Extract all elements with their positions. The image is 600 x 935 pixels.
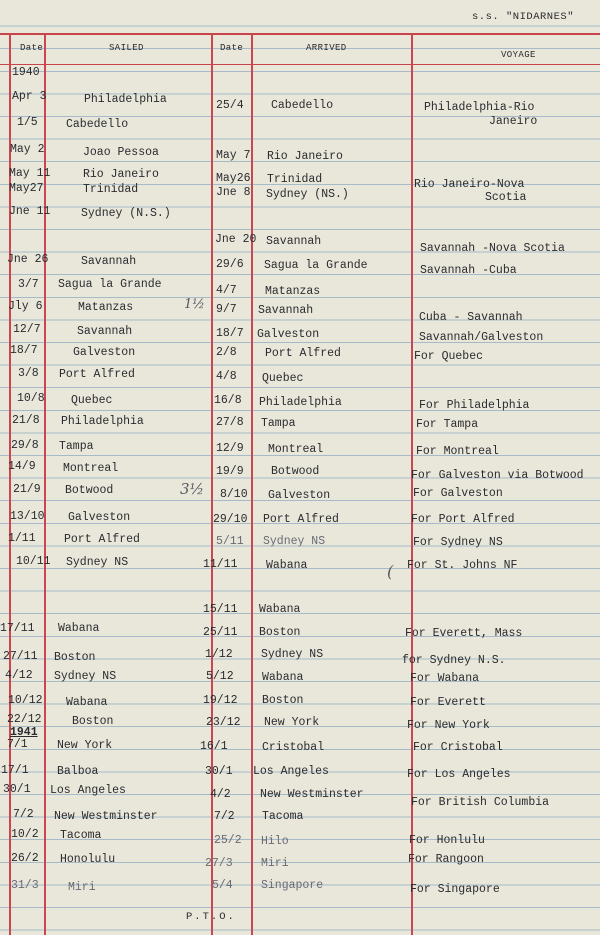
arrived-date: 16/1 — [200, 740, 228, 753]
arrived-port: New Westminster — [260, 788, 364, 801]
voyage-entry: For Wabana — [410, 672, 480, 685]
arrived-date: May 7 — [216, 149, 251, 162]
voyage-entry: For Los Angeles — [407, 768, 511, 781]
sailed-date: 27/11 — [3, 650, 38, 663]
sailed-date: 22/12 — [7, 713, 42, 726]
sailed-date: Jne 11 — [9, 205, 51, 218]
voyage-entry: For Quebec — [414, 350, 484, 363]
sailed-date: 14/9 — [8, 460, 36, 473]
arrived-date: 27/3 — [205, 857, 233, 870]
sailed-port: Sydney NS — [54, 670, 117, 683]
arrived-port: Sydney NS — [261, 648, 324, 661]
arrived-date: 27/8 — [216, 416, 244, 429]
sailed-port: Matanzas — [78, 301, 134, 314]
arrived-port: Tampa — [261, 417, 296, 430]
arrived-date: 19/12 — [203, 694, 238, 707]
sailed-port: Boston — [72, 715, 114, 728]
sailed-port: Joao Pessoa — [83, 146, 159, 159]
arrived-port: Montreal — [268, 443, 324, 456]
arrived-port: Cabedello — [271, 99, 334, 112]
voyage-entry: Cuba - Savannah — [419, 311, 523, 324]
arrived-port: Los Angeles — [253, 765, 329, 778]
arrived-port: Sydney (NS.) — [266, 188, 349, 201]
sailed-date: 17/1 — [1, 764, 29, 777]
voyage-entry: For Port Alfred — [411, 513, 515, 526]
voyage-entry: For Everett, Mass — [405, 627, 523, 640]
sailed-date: 26/2 — [11, 852, 39, 865]
sailed-port: Honolulu — [60, 853, 116, 866]
sailed-date: Jly 6 — [8, 300, 43, 313]
arrived-port: Wabana — [259, 603, 301, 616]
year-label: 1940 — [12, 66, 40, 79]
arrived-date: 25/4 — [216, 99, 244, 112]
sailed-port: Sydney (N.S.) — [81, 207, 171, 220]
sailed-date: 13/10 — [10, 510, 45, 523]
sailed-date: 10/8 — [17, 392, 45, 405]
sailed-port: Trinidad — [83, 183, 139, 196]
voyage-entry: For Montreal — [416, 445, 499, 458]
sailed-date: 17/11 — [0, 622, 35, 635]
pencil-annotation: 1½ — [184, 297, 205, 312]
sailed-port: Tacoma — [60, 829, 102, 842]
footer-pto: P.T.O. — [186, 911, 236, 923]
header-date-sailed: Date — [20, 43, 44, 53]
voyage-entry: For Singapore — [410, 883, 500, 896]
arrived-port: Boston — [262, 694, 304, 707]
arrived-date: 18/7 — [216, 327, 244, 340]
header-arrived: ARRIVED — [306, 43, 347, 53]
sailed-port: Sagua la Grande — [58, 278, 162, 291]
sailed-port: Savannah — [77, 325, 133, 338]
header-voyage: VOYAGE — [501, 50, 536, 60]
arrived-port: Cristobal — [262, 741, 325, 754]
arrived-port: Miri — [261, 857, 289, 870]
sailed-date: 7/2 — [13, 808, 34, 821]
voyage-entry: For St. Johns NF — [407, 559, 518, 572]
sailed-date: 3/8 — [18, 367, 39, 380]
arrived-date: 5/4 — [212, 879, 233, 892]
sailed-port: Savannah — [81, 255, 137, 268]
sailed-date: 10/11 — [16, 555, 51, 568]
sailed-date: Jne 26 — [7, 253, 49, 266]
arrived-date: 4/2 — [210, 788, 231, 801]
sailed-date: Apr 3 — [12, 90, 47, 103]
arrived-port: Galveston — [268, 489, 331, 502]
arrived-port: New York — [264, 716, 320, 729]
sailed-date: 12/7 — [13, 323, 41, 336]
sailed-date: May27 — [9, 182, 44, 195]
sailed-port: Los Angeles — [50, 784, 126, 797]
arrived-port: Savannah — [266, 235, 322, 248]
arrived-date: 29/6 — [216, 258, 244, 271]
sailed-date: 30/1 — [3, 783, 31, 796]
voyage-entry: For New York — [407, 719, 490, 732]
column-rule — [251, 33, 253, 935]
sailed-date: 10/12 — [8, 694, 43, 707]
sailed-port: Rio Janeiro — [83, 168, 159, 181]
arrived-date: 12/9 — [216, 442, 244, 455]
voyage-entry: Savannah/Galveston — [419, 331, 544, 344]
arrived-port: Philadelphia — [259, 396, 342, 409]
arrived-port: Botwood — [271, 465, 320, 478]
arrived-date: 2/8 — [216, 346, 237, 359]
arrived-port: Wabana — [262, 671, 304, 684]
voyage-entry: For Galveston via Botwood — [411, 469, 584, 482]
voyage-entry: For Philadelphia — [419, 399, 530, 412]
arrived-date: 15/11 — [203, 603, 238, 616]
arrived-port: Trinidad — [267, 173, 323, 186]
arrived-port: Matanzas — [265, 285, 321, 298]
header-sailed: SAILED — [109, 43, 144, 53]
arrived-date: 16/8 — [214, 394, 242, 407]
arrived-port: Port Alfred — [263, 513, 339, 526]
sailed-date: May 11 — [9, 167, 51, 180]
sailed-port: Tampa — [59, 440, 94, 453]
arrived-date: 1/12 — [205, 648, 233, 661]
arrived-date: Jne 20 — [215, 233, 257, 246]
voyage-entry: For Honlulu — [409, 834, 485, 847]
voyage-entry: For Cristobal — [413, 741, 503, 754]
arrived-date: 29/10 — [213, 513, 248, 526]
sailed-port: New York — [57, 739, 113, 752]
arrived-date: 19/9 — [216, 465, 244, 478]
header-rule-top — [0, 33, 600, 35]
sailed-port: Wabana — [58, 622, 100, 635]
voyage-entry: For Rangoon — [408, 853, 484, 866]
arrived-date: 25/2 — [214, 834, 242, 847]
sailed-date: 1/11 — [8, 532, 36, 545]
arrived-port: Galveston — [257, 328, 320, 341]
sailed-port: Miri — [68, 881, 96, 894]
pencil-annotation: 3½ — [180, 480, 205, 498]
arrived-port: Savannah — [258, 304, 314, 317]
sailed-date: 18/7 — [10, 344, 38, 357]
sailed-port: New Westminster — [54, 810, 158, 823]
sailed-port: Galveston — [68, 511, 131, 524]
voyage-entry: For Sydney NS — [413, 536, 503, 549]
sailed-port: Galveston — [73, 346, 136, 359]
year-label: 1941 — [10, 726, 38, 739]
arrived-date: Jne 8 — [216, 186, 251, 199]
sailed-date: 21/9 — [13, 483, 41, 496]
sailed-port: Montreal — [63, 462, 119, 475]
sailed-date: 29/8 — [11, 439, 39, 452]
header-rule-bottom — [0, 64, 600, 65]
sailed-port: Boston — [54, 651, 96, 664]
arrived-port: Sydney NS — [263, 535, 326, 548]
voyage-entry: For British Columbia — [411, 796, 550, 809]
ship-name: s.s. "NIDARNES" — [472, 11, 575, 23]
arrived-date: 4/7 — [216, 284, 237, 297]
voyage-entry: For Tampa — [416, 418, 479, 431]
voyage-entry: Scotia — [485, 191, 527, 204]
sailed-port: Wabana — [66, 696, 108, 709]
sailed-date: 7/1 — [7, 738, 28, 751]
sailed-port: Sydney NS — [66, 556, 129, 569]
arrived-date: 7/2 — [214, 810, 235, 823]
sailed-date: 10/2 — [11, 828, 39, 841]
arrived-date: 4/8 — [216, 370, 237, 383]
sailed-date: May 2 — [10, 143, 45, 156]
arrived-port: Quebec — [262, 372, 304, 385]
arrived-port: Hilo — [261, 835, 289, 848]
sailed-date: 4/12 — [5, 669, 33, 682]
voyage-entry: For Everett — [410, 696, 486, 709]
header-date-arrived: Date — [220, 43, 244, 53]
arrived-port: Wabana — [266, 559, 308, 572]
arrived-date: 9/7 — [216, 303, 237, 316]
voyage-entry: For Galveston — [413, 487, 503, 500]
sailed-port: Port Alfred — [59, 368, 135, 381]
arrived-port: Singapore — [261, 879, 324, 892]
sailed-port: Quebec — [71, 394, 113, 407]
voyage-entry: Savannah -Cuba — [420, 264, 517, 277]
sailed-port: Cabedello — [66, 118, 129, 131]
sailed-port: Philadelphia — [84, 93, 167, 106]
voyage-entry: Savannah -Nova Scotia — [420, 242, 565, 255]
sailed-date: 3/7 — [18, 278, 39, 291]
voyage-entry: for Sydney N.S. — [402, 654, 506, 667]
sailed-port: Balboa — [57, 765, 99, 778]
sailed-date: 21/8 — [12, 414, 40, 427]
sailed-port: Botwood — [65, 484, 114, 497]
sailed-port: Port Alfred — [64, 533, 140, 546]
arrived-date: 8/10 — [220, 488, 248, 501]
arrived-date: 11/11 — [203, 558, 238, 571]
arrived-port: Sagua la Grande — [264, 259, 368, 272]
pencil-tick-mark: ( — [387, 562, 394, 581]
arrived-port: Tacoma — [262, 810, 304, 823]
arrived-date: 30/1 — [205, 765, 233, 778]
sailed-date: 1/5 — [17, 116, 38, 129]
arrived-date: 5/12 — [206, 670, 234, 683]
arrived-date: May26 — [216, 172, 251, 185]
sailed-date: 31/3 — [11, 879, 39, 892]
arrived-date: 23/12 — [206, 716, 241, 729]
voyage-entry: Philadelphia-Rio — [424, 101, 535, 114]
voyage-entry: Janeiro — [489, 115, 538, 128]
arrived-date: 5/11 — [216, 535, 244, 548]
arrived-date: 25/11 — [203, 626, 238, 639]
arrived-port: Rio Janeiro — [267, 150, 343, 163]
sailed-port: Philadelphia — [61, 415, 144, 428]
arrived-port: Port Alfred — [265, 347, 341, 360]
voyage-entry: Rio Janeiro-Nova — [414, 178, 525, 191]
arrived-port: Boston — [259, 626, 301, 639]
